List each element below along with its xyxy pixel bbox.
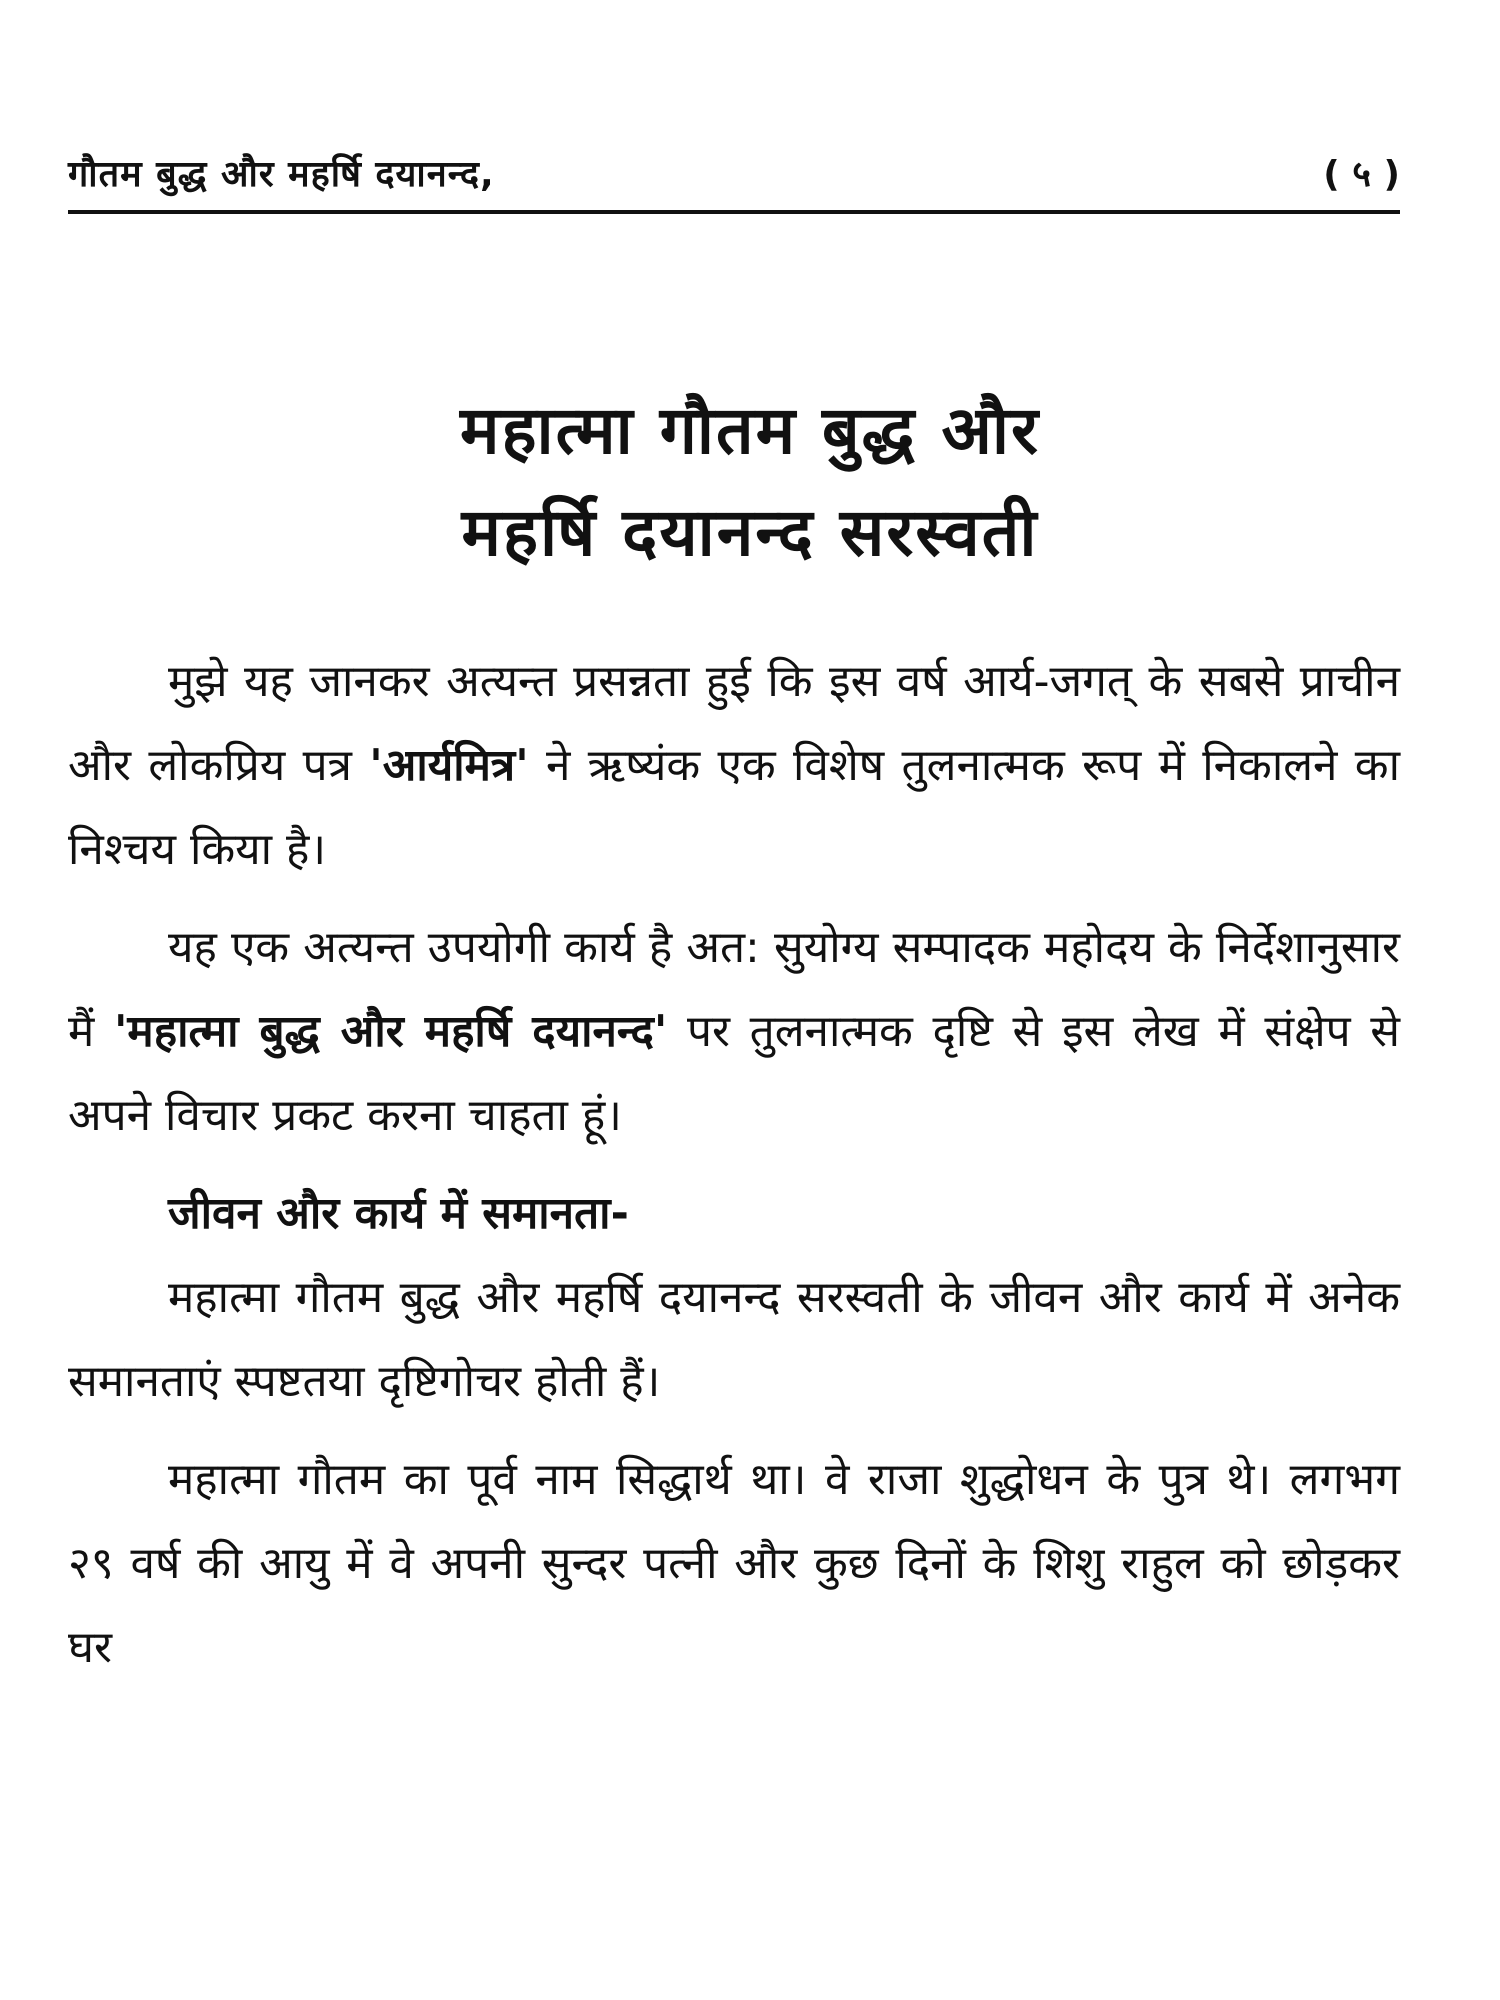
article-body: [68, 640, 1400, 1690]
paragraph-1-bold: 'आर्यमित्र': [369, 740, 529, 791]
article-title-line-1: महात्मा गौतम बुद्ध और: [460, 392, 1040, 469]
header-rule: [68, 210, 1400, 214]
article-title: [100, 380, 1400, 584]
paragraph-3: महात्मा गौतम बुद्ध और महर्षि दयानन्द सरस्वती के जीवन और कार्य में अनेक समानताएं स्पष्टतया दृष्टिगोचर होती हैं।: [68, 1272, 1400, 1407]
running-header: [68, 148, 1400, 208]
paragraph-4: महात्मा गौतम का पूर्व नाम सिद्धार्थ था। वे राजा शुद्धोधन के पुत्र थे। लगभग २९ वर्ष की आयु में वे अपनी सुन्दर पत्नी और कुछ दिनों के शिशु राहुल को छोड़कर घर: [68, 1454, 1400, 1673]
article-title-line-2: महर्षि दयानन्द सरस्वती: [461, 494, 1039, 571]
section-heading: जीवन और कार्य में समानता-: [168, 1188, 629, 1239]
running-header-title: गौतम बुद्ध और महर्षि दयानन्द,: [68, 154, 495, 195]
paragraph-2-bold: 'महात्मा बुद्ध और महर्षि दयानन्द': [113, 1006, 668, 1057]
paragraph-2-end: पर तुलनात्मक दृष्टि से इस लेख में संक्षेप से अपने विचार प्रकट करना चाहता हूं।: [68, 1006, 1400, 1141]
page-number: ( ५ ): [1323, 154, 1400, 195]
paragraph-2-text: यह एक अत्यन्त उपयोगी कार्य है अत: सुयोग्य सम्पादक महोदय के निर्देशानुसार मैं: [68, 922, 1400, 1057]
paragraph-1-end: ने ऋष्यंक एक विशेष तुलनात्मक रूप में निकालने का निश्चय किया है।: [68, 740, 1400, 875]
paragraph-1: [68, 640, 1400, 892]
paragraph-2: [68, 906, 1400, 1158]
paragraph-1-text: मुझे यह जानकर अत्यन्त प्रसन्नता हुई कि इस वर्ष आर्य-जगत् के सबसे प्राचीन और लोकप्रिय पत्र: [68, 656, 1400, 791]
